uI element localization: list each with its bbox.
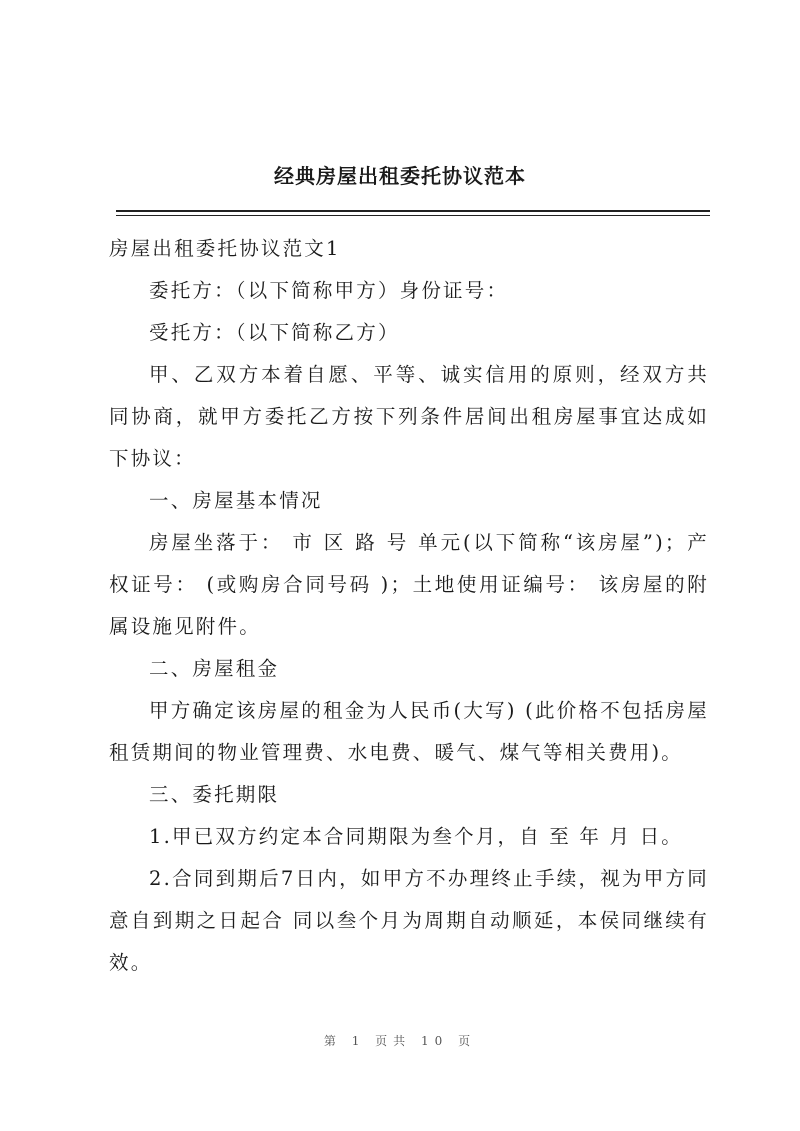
paragraph-location: 房屋坐落于： 市 区 路 号 单元(以下简称“该房屋”)；产权证号： (或购房合同号码 )；土地使用证编号： 该房屋的附属设施见附件。: [109, 531, 709, 638]
document-title: 经典房屋出租委托协议范本: [274, 164, 526, 188]
paragraph-preamble: 甲、乙双方本着自愿、平等、诚实信用的原则，经双方共同协商，就甲方委托乙方按下列条件居间出租房屋事宜达成如下协议：: [109, 363, 709, 470]
title-divider-thin: [116, 215, 710, 216]
paragraph-agent: 受托方：（以下简称乙方）: [149, 321, 400, 344]
title-divider-thick: [116, 210, 710, 212]
document-body: [109, 228, 709, 984]
section-heading-rent: 二、房屋租金: [149, 657, 280, 680]
paragraph-rent: 甲方确定该房屋的租金为人民币(大写) (此价格不包括房屋租赁期间的物业管理费、水电费、暖气、煤气等相关费用)。: [109, 699, 709, 764]
section-heading-basic-info: 一、房屋基本情况: [149, 489, 323, 512]
paragraph-term-2: 2.合同到期后7日内，如甲方不办理终止手续，视为甲方同意自到期之日起合 同以叁个月为周期自动顺延，本侯同继续有效。: [109, 867, 709, 974]
document-subtitle: 房屋出租委托协议范文1: [109, 237, 341, 260]
paragraph-principal: 委托方：（以下简称甲方）身份证号：: [149, 279, 509, 302]
paragraph-term-1: 1.甲已双方约定本合同期限为叁个月，自 至 年 月 日。: [149, 825, 683, 848]
section-heading-term: 三、委托期限: [149, 783, 280, 806]
page-number: 第 1 页共 10 页: [323, 1034, 477, 1048]
